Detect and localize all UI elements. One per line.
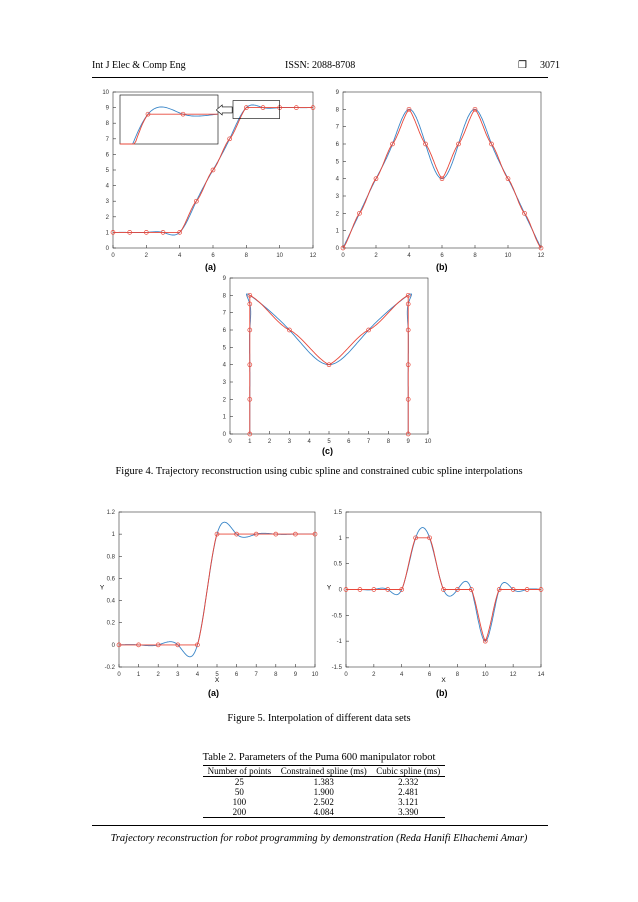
x-tick-label: 7 (366, 439, 371, 445)
x-tick-label: 12 (509, 672, 517, 678)
y-tick-label: 7 (222, 310, 226, 317)
y-tick-label: 9 (105, 105, 109, 112)
y-tick-label: 10 (102, 90, 109, 96)
table-header-points: Number of points (203, 766, 276, 777)
y-tick-label: 3 (335, 194, 339, 200)
x-tick-label: 4 (177, 253, 182, 259)
table-cell: 1.383 (313, 777, 334, 787)
y-tick-label: 8 (105, 121, 109, 128)
x-tick-label: 4 (307, 439, 311, 445)
y-tick-label: 3 (222, 380, 226, 386)
y-tick-label: 5 (222, 345, 226, 352)
x-tick-label: 8 (274, 672, 278, 678)
table2 (203, 765, 445, 818)
y-tick-label: 3 (105, 199, 109, 206)
table-cell: 4.084 (276, 807, 372, 818)
x-tick-label: 14 (537, 672, 545, 678)
journal-name: Int J Elec & Comp Eng (92, 60, 186, 71)
page-number: 3071 (540, 60, 560, 71)
table-cell: 50 (234, 787, 244, 797)
y-tick-label: 2 (335, 211, 339, 218)
x-tick-label: 1 (248, 439, 252, 445)
table-row (203, 797, 445, 807)
table-cell: 3.390 (372, 807, 445, 818)
x-tick-label: 3 (287, 439, 292, 445)
panel-label-4b: (b) (436, 262, 448, 272)
x-tick-label: 0 (344, 672, 348, 678)
y-tick-label: 0 (338, 587, 342, 594)
y-tick-label: -0.2 (104, 665, 115, 671)
chart-fig5a (100, 510, 319, 684)
x-tick-label: 8 (244, 253, 249, 259)
y-tick-label: 9 (222, 276, 226, 282)
y-tick-label: 7 (105, 136, 109, 143)
x-tick-label: 6 (440, 253, 444, 259)
panel-label-4c: (c) (322, 446, 333, 456)
y-tick-label: 9 (335, 90, 339, 96)
x-tick-label: 1 (136, 672, 141, 678)
x-tick-label: 6 (347, 439, 351, 445)
x-tick-label: 10 (504, 253, 512, 259)
x-tick-label: 10 (276, 253, 284, 259)
x-tick-label: 2 (374, 253, 378, 259)
y-axis-label: Y (99, 584, 105, 592)
y-tick-label: 1 (111, 532, 115, 539)
y-tick-label: 6 (105, 152, 109, 159)
chart-fig4a (102, 90, 317, 259)
y-tick-label: 1.5 (333, 510, 342, 516)
y-tick-label: 4 (222, 362, 226, 369)
chart-fig4b (336, 90, 545, 259)
x-tick-label: 6 (211, 253, 215, 259)
x-axis-label: X (441, 677, 446, 684)
y-tick-label: 8 (335, 107, 339, 114)
y-axis-label: Y (326, 584, 332, 592)
x-tick-label: 4 (400, 672, 404, 678)
inset-frame (120, 95, 218, 144)
table-cell: 200 (203, 807, 276, 818)
figure4-caption: Figure 4. Trajectory reconstruction using cubic spline and constrained cubic spline interpolations (115, 466, 523, 477)
y-tick-label: 2 (105, 214, 109, 221)
x-tick-label: 0 (341, 253, 345, 259)
panel-label-5b: (b) (436, 688, 448, 698)
y-tick-label: -0.5 (331, 613, 342, 620)
y-tick-label: 0.6 (106, 576, 115, 583)
x-axis-label: X (214, 677, 220, 684)
table-cell: 2.332 (398, 777, 419, 787)
y-tick-label: 0 (335, 246, 339, 252)
y-tick-label: 0 (222, 432, 226, 438)
x-tick-label: 8 (386, 439, 391, 445)
table-cell: 3.121 (398, 797, 419, 807)
x-tick-label: 2 (267, 439, 272, 445)
chart-fig5b (327, 510, 545, 684)
y-tick-label: 5 (335, 159, 339, 166)
x-tick-label: 10 (424, 439, 432, 445)
plot-frame (343, 92, 541, 248)
x-tick-label: 10 (481, 672, 489, 678)
panel-label-4a: (a) (205, 262, 216, 272)
table2-title: Table 2. Parameters of the Puma 600 manipulator robot (202, 752, 436, 763)
y-tick-label: 0.5 (333, 561, 342, 568)
y-tick-label: 0 (105, 246, 109, 252)
table-cell: 2.481 (398, 787, 419, 797)
table-row (203, 787, 445, 797)
y-tick-label: 0.8 (106, 554, 115, 561)
x-tick-label: 10 (311, 672, 319, 678)
x-tick-label: 5 (327, 439, 331, 445)
y-tick-label: 6 (335, 142, 339, 148)
table-cell: 25 (234, 777, 244, 787)
x-tick-label: 2 (156, 672, 160, 678)
y-tick-label: 0.4 (106, 598, 115, 605)
footer-rule (92, 825, 548, 826)
y-tick-label: 7 (335, 124, 339, 131)
x-tick-label: 5 (215, 672, 219, 678)
chart-fig4c (223, 276, 432, 445)
y-tick-label: 1 (222, 414, 226, 421)
table-header-constrained: Constrained spline (ms) (276, 766, 372, 777)
x-tick-label: 8 (473, 253, 477, 259)
y-tick-label: 1 (338, 535, 342, 542)
footer-text: Trajectory reconstruction for robot programming by demonstration (Reda Hanifi Elhachemi Amar) (110, 833, 528, 844)
y-tick-label: 2 (222, 397, 226, 404)
x-tick-label: 6 (427, 672, 432, 678)
table-cell: 1.900 (313, 787, 334, 797)
y-tick-label: -1.5 (331, 665, 342, 671)
table-cell: 100 (232, 797, 247, 807)
y-tick-label: 4 (105, 183, 109, 190)
y-tick-label: -1 (336, 639, 342, 646)
figure5-caption: Figure 5. Interpolation of different data sets (227, 713, 411, 724)
x-tick-label: 9 (406, 439, 410, 445)
x-tick-label: 12 (309, 253, 317, 259)
table-cell: 2.502 (313, 797, 334, 807)
x-tick-label: 2 (144, 253, 149, 259)
y-tick-label: 0.2 (106, 620, 115, 627)
y-tick-label: 1 (335, 228, 339, 235)
x-tick-label: 0 (111, 253, 115, 259)
x-tick-label: 7 (254, 672, 258, 678)
plot-frame (230, 278, 428, 434)
y-tick-label: 1.2 (106, 510, 115, 516)
x-tick-label: 12 (537, 253, 545, 259)
y-tick-label: 5 (105, 168, 109, 174)
x-tick-label: 4 (407, 253, 411, 259)
table-row (203, 777, 445, 788)
panel-label-5a: (a) (208, 688, 219, 698)
x-tick-label: 4 (195, 672, 200, 678)
x-tick-label: 8 (455, 672, 460, 678)
y-tick-label: 0 (111, 642, 115, 649)
table-row (203, 807, 445, 818)
y-tick-label: 1 (105, 230, 109, 237)
table-header-cubic: Cubic spline (ms) (372, 766, 445, 777)
x-tick-label: 0 (228, 439, 232, 445)
y-tick-label: 4 (335, 176, 339, 183)
y-tick-label: 6 (222, 328, 226, 334)
x-tick-label: 3 (176, 672, 180, 678)
checkbox-icon: ❒ (518, 60, 527, 71)
issn: ISSN: 2088-8708 (285, 60, 356, 71)
x-tick-label: 0 (117, 672, 121, 678)
x-tick-label: 6 (234, 672, 239, 678)
y-tick-label: 8 (222, 293, 226, 300)
x-tick-label: 9 (293, 672, 298, 678)
x-tick-label: 2 (372, 672, 376, 678)
